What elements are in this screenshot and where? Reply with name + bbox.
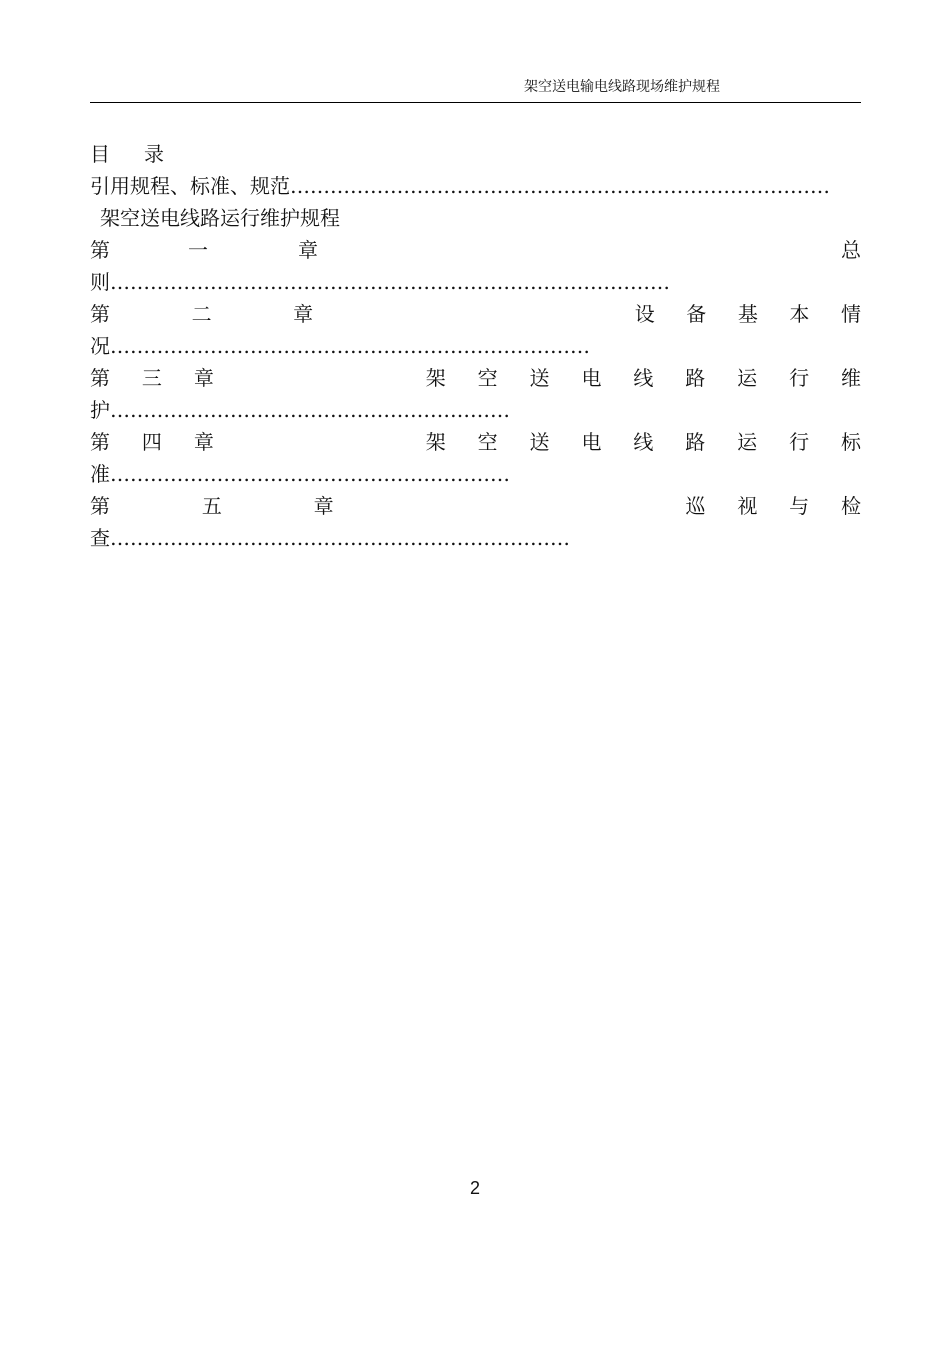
header-title: 架空送电输电线路现场维护规程: [524, 79, 720, 95]
toc-char: 电: [581, 430, 602, 454]
toc-char: 空: [477, 430, 498, 454]
toc-char: 巡: [685, 494, 706, 518]
toc-char: 标: [840, 430, 861, 454]
toc-char: 章: [193, 366, 214, 390]
toc-char: 备: [686, 302, 707, 326]
toc-entry-ch4-line2[interactable]: [90, 460, 510, 488]
part-title: 架空送电线路运行维护规程: [100, 206, 340, 230]
toc-entry-ch2-line2[interactable]: [90, 332, 590, 360]
leader-dots: ………………………………………………………………………: [290, 174, 830, 198]
toc-char: 与: [789, 494, 810, 518]
toc-char: 送: [529, 430, 550, 454]
toc-char: 维: [840, 366, 861, 390]
toc-char: 送: [529, 366, 550, 390]
toc-entry-ch5-line2[interactable]: [90, 524, 570, 552]
toc-char: 章: [298, 238, 318, 262]
toc-char: 准: [90, 462, 110, 486]
toc-char: 情: [840, 302, 861, 326]
toc-heading-char: 录: [144, 142, 164, 166]
toc-char: 检: [840, 494, 861, 518]
toc-entry-label: 引用规程、标准、规范: [90, 174, 290, 198]
toc-char: 本: [789, 302, 810, 326]
toc-char: 架: [425, 366, 446, 390]
toc-char: 空: [477, 366, 498, 390]
toc-char: 况: [90, 334, 110, 358]
toc-char: 电: [581, 366, 602, 390]
toc-char: 第: [90, 366, 110, 390]
toc-char: 五: [201, 494, 222, 518]
toc-char: 行: [789, 430, 810, 454]
toc-entry-ch1-line1[interactable]: [90, 236, 861, 264]
leader-dots: …………………………………………………………………………: [110, 270, 670, 294]
toc-char: 护: [90, 398, 110, 422]
toc-char: 则: [90, 270, 110, 294]
toc-entry-ch4-line1[interactable]: [90, 428, 861, 456]
toc-char: 行: [789, 366, 810, 390]
toc-char: 基: [737, 302, 758, 326]
toc-char: 路: [685, 366, 706, 390]
toc-char: 四: [141, 430, 162, 454]
toc-char: 三: [141, 366, 162, 390]
toc-char: 架: [425, 430, 446, 454]
toc-char: 路: [685, 430, 706, 454]
toc-char: 运: [737, 366, 758, 390]
toc-char: 章: [313, 494, 334, 518]
toc-char: 设: [634, 302, 655, 326]
toc-entry-ch2-line1[interactable]: [90, 300, 861, 328]
toc-entry-ch1-line2[interactable]: [90, 268, 670, 296]
leader-dots: ……………………………………………………: [110, 462, 510, 486]
toc-char: 运: [737, 430, 758, 454]
leader-dots: ……………………………………………………: [110, 398, 510, 422]
toc-char: 第: [90, 430, 110, 454]
leader-dots: ………………………………………………………………: [110, 334, 590, 358]
toc-char: 总: [841, 238, 861, 262]
leader-dots: ……………………………………………………………: [110, 526, 570, 550]
toc-entry-ch3-line1[interactable]: [90, 364, 861, 392]
toc-char: 第: [90, 494, 110, 518]
toc-char: 章: [293, 302, 314, 326]
toc-char: 线: [633, 430, 654, 454]
toc-heading: [90, 140, 164, 168]
toc-char: 查: [90, 526, 110, 550]
toc-entry-ch5-line1[interactable]: [90, 492, 861, 520]
toc-char: 视: [737, 494, 758, 518]
running-header: [90, 78, 861, 103]
toc-char: 线: [633, 366, 654, 390]
toc-char: 第: [90, 302, 110, 326]
toc-char: 章: [193, 430, 214, 454]
toc-entry-references[interactable]: [90, 172, 830, 200]
toc-char: 一: [188, 238, 208, 262]
toc-entry-ch3-line2[interactable]: [90, 396, 510, 424]
page-number: 2: [469, 1178, 480, 1198]
toc-char: 第: [90, 238, 110, 262]
toc-char: 二: [191, 302, 212, 326]
toc-heading-char: 目: [90, 142, 110, 166]
